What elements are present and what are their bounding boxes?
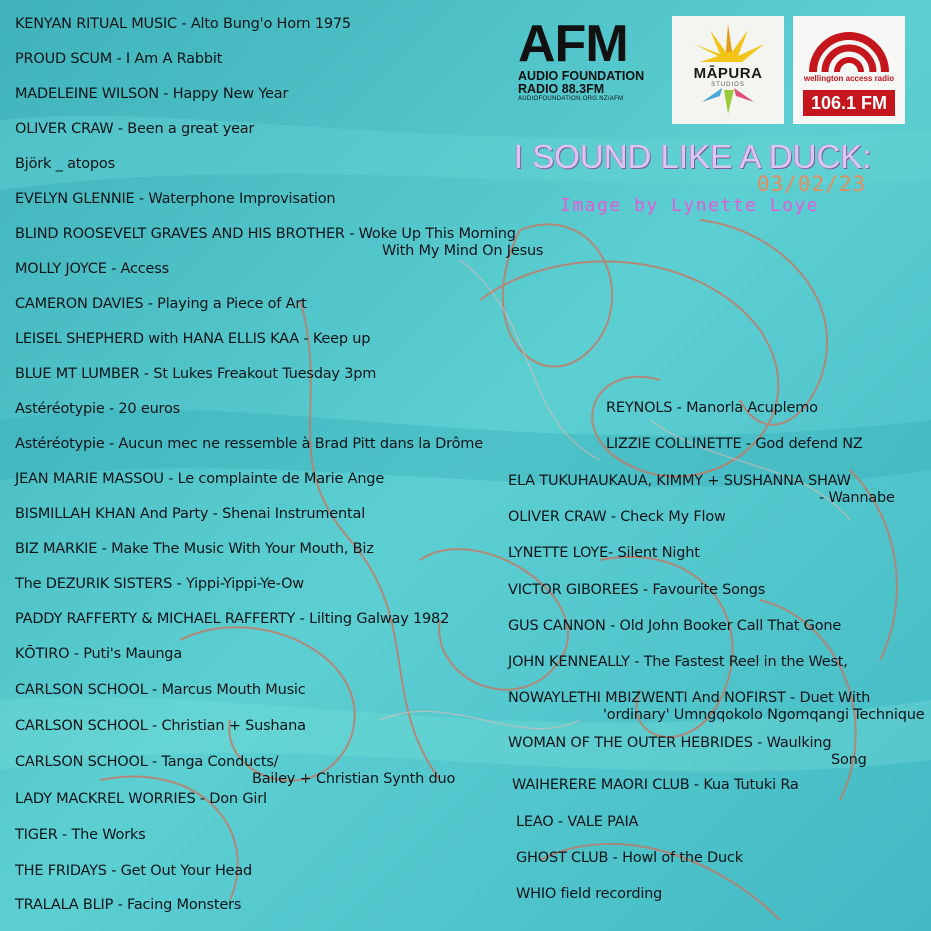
radio-waves-icon xyxy=(793,16,905,76)
track-item: NOWAYLETHI MBIZWENTI And NOFIRST - Duet With 'ordinary' Umngqokolo Ngomqangi Technique xyxy=(508,690,925,723)
track-item: JEAN MARIE MASSOU - Le complainte de Marie Ange xyxy=(15,471,385,487)
track-item: LADY MACKREL WORRIES - Don Girl xyxy=(15,791,267,807)
track-item: CAMERON DAVIES - Playing a Piece of Art xyxy=(15,296,307,312)
track-item: BIZ MARKIE - Make The Music With Your Mouth, Biz xyxy=(15,541,374,557)
track-item: LIZZIE COLLINETTE - God defend NZ xyxy=(606,436,863,452)
track-item: MOLLY JOYCE - Access xyxy=(15,261,169,277)
track-item: REYNOLS - Manorla Acuplemo xyxy=(606,400,818,416)
track-item: THE FRIDAYS - Get Out Your Head xyxy=(15,863,253,879)
track-item: EVELYN GLENNIE - Waterphone Improvisation xyxy=(15,191,336,207)
track-item: LEISEL SHEPHERD with HANA ELLIS KAA - Keep up xyxy=(15,331,371,347)
track-item: VICTOR GIBOREES - Favourite Songs xyxy=(508,582,766,598)
track-item: CARLSON SCHOOL - Marcus Mouth Music xyxy=(15,682,306,698)
track-item: TRALALA BLIP - Facing Monsters xyxy=(15,897,242,913)
track-item: MADELEINE WILSON - Happy New Year xyxy=(15,86,289,102)
track-item: KŌTIRO - Puti's Maunga xyxy=(15,646,183,662)
wellington-access-radio-logo: wellington access radio 106.1 FM xyxy=(793,16,905,124)
track-item: BLIND ROOSEVELT GRAVES AND HIS BROTHER - Woke Up This Morning With My Mind On Jesus xyxy=(15,226,544,259)
track-item: The DEZURIK SISTERS - Yippi-Yippi-Ye-Ow xyxy=(15,576,304,592)
mapura-studios-logo: MĀPURA STUDIOS xyxy=(672,16,784,124)
track-item: LYNETTE LOYE- Silent Night xyxy=(508,545,700,561)
track-item: OLIVER CRAW - Check My Flow xyxy=(508,509,726,525)
track-item: Astéréotypie - Aucun mec ne ressemble à Brad Pitt dans la Drôme xyxy=(15,436,483,452)
track-item: BLUE MT LUMBER - St Lukes Freakout Tuesday 3pm xyxy=(15,366,377,382)
track-item: PROUD SCUM - I Am A Rabbit xyxy=(15,51,223,67)
track-item: Björk _ atopos xyxy=(15,156,115,172)
track-item: Astéréotypie - 20 euros xyxy=(15,401,181,417)
track-item: WAIHERERE MAORI CLUB - Kua Tutuki Ra xyxy=(512,777,799,793)
track-item: LEAO - VALE PAIA xyxy=(516,814,639,830)
track-item: WHIO field recording xyxy=(516,886,663,902)
track-item: JOHN KENNEALLY - The Fastest Reel in the West, xyxy=(508,654,848,670)
track-item: WOMAN OF THE OUTER HEBRIDES - Waulking Song xyxy=(508,735,867,768)
track-item: KENYAN RITUAL MUSIC - Alto Bung'o Horn 1975 xyxy=(15,16,351,32)
track-item: GHOST CLUB - Howl of the Duck xyxy=(516,850,743,866)
image-credit: Image by Lynette Loye xyxy=(560,195,820,216)
afm-logo: AFM AUDIO FOUNDATION RADIO 88.3FM AUDIOFOUNDATION.ORG.NZ/AFM xyxy=(518,15,645,102)
show-date: 03/02/23 xyxy=(757,172,867,196)
track-item: GUS CANNON - Old John Booker Call That Gone xyxy=(508,618,842,634)
track-item: BISMILLAH KHAN And Party - Shenai Instrumental xyxy=(15,506,366,522)
track-item: ELA TUKUHAUKAUA, KIMMY + SUSHANNA SHAW - Wannabe xyxy=(508,473,895,506)
track-item: CARLSON SCHOOL - Tanga Conducts/ Bailey + Christian Synth duo xyxy=(15,754,456,787)
track-item: PADDY RAFFERTY & MICHAEL RAFFERTY - Lilting Galway 1982 xyxy=(15,611,450,627)
track-item: TIGER - The Works xyxy=(15,827,146,843)
track-item: CARLSON SCHOOL - Christian + Sushana xyxy=(15,718,306,734)
track-item: OLIVER CRAW - Been a great year xyxy=(15,121,255,137)
show-title: I SOUND LIKE A DUCK: xyxy=(514,138,872,175)
